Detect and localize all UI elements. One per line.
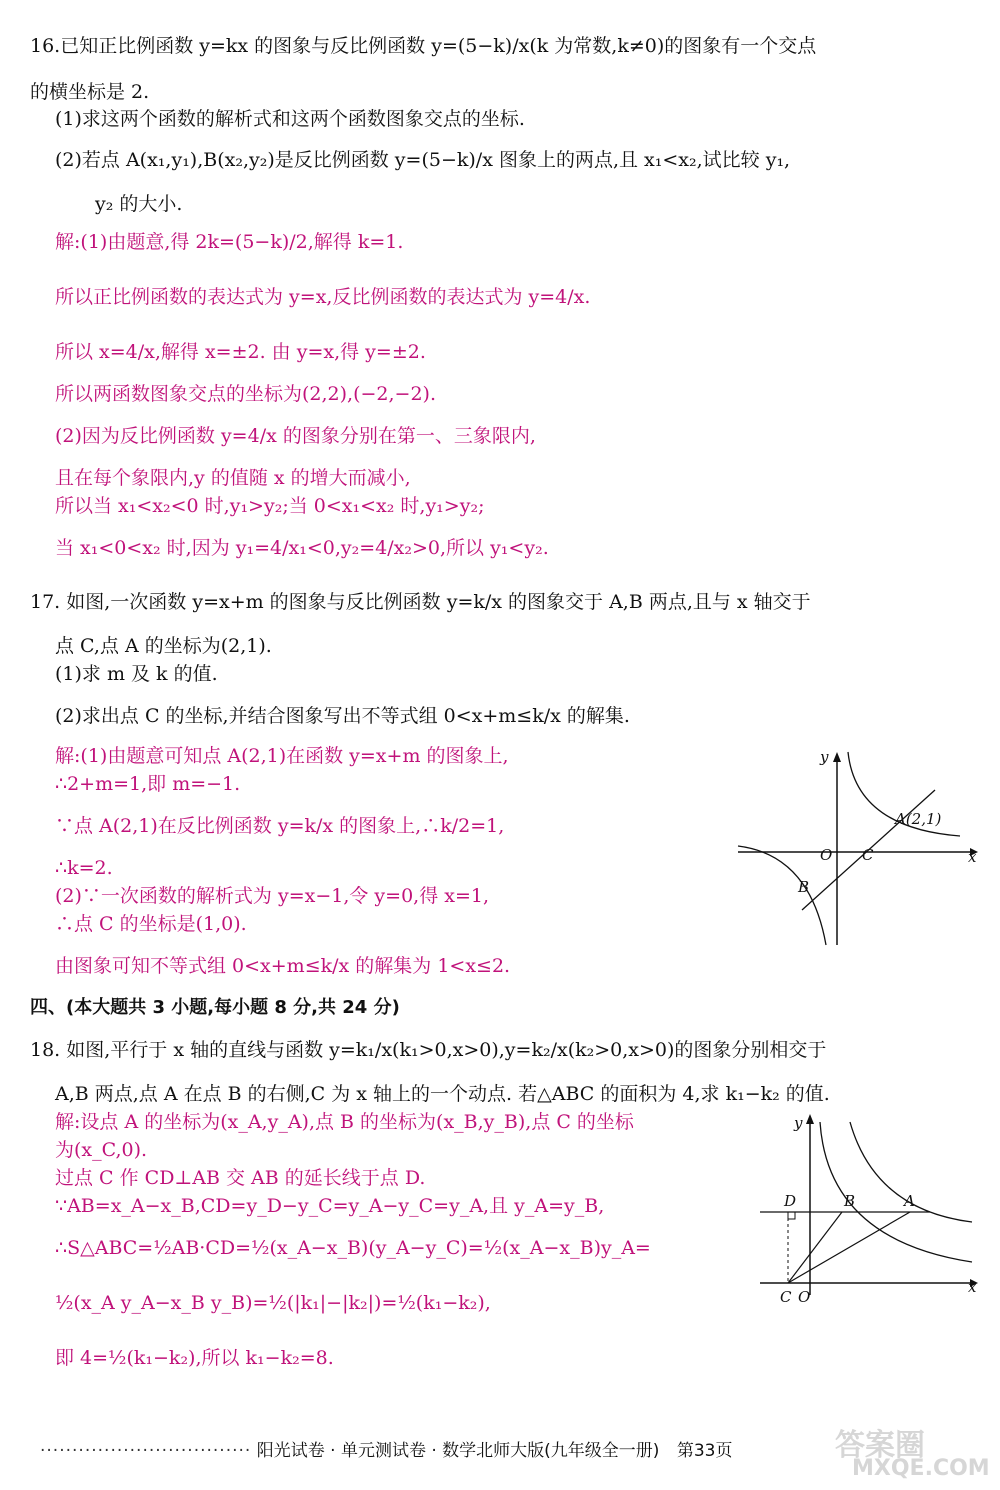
q16-solution-3: 所以 x=4/x,解得 x=±2. 由 y=x,得 y=±2.: [55, 341, 426, 363]
q16-stem-line1: 16.已知正比例函数 y=kx 的图象与反比例函数 y=(5−k)/x(k 为常数,k≠0)的图象有一个交点: [30, 35, 817, 57]
page-footer: [40, 1436, 840, 1461]
q18-segment-ca: [788, 1212, 910, 1283]
footer-title: 阳光试卷 · 单元测试卷 · 数学北师大版(九年级全一册): [256, 1441, 660, 1461]
q16-solution-7: 所以当 x₁<x₂<0 时,y₁>y₂;当 0<x₁<x₂ 时,y₁>y₂;: [55, 495, 485, 517]
footer-dots: ·································: [40, 1441, 252, 1461]
q18-label-d: D: [784, 1192, 797, 1210]
section-4-heading: 四、(本大题共 3 小题,每小题 8 分,共 24 分): [30, 997, 400, 1018]
q17-solution-1: 解:(1)由题意可知点 A(2,1)在函数 y=x+m 的图象上,: [55, 745, 509, 767]
q17-solution-2: ∴2+m=1,即 m=−1.: [55, 773, 241, 795]
q18-label-b: B: [844, 1192, 856, 1210]
q17-hyperbola-q3: [738, 846, 826, 945]
q18-solution-5: ∴S△ABC=½AB·CD=½(x_A−x_B)(y_A−y_C)=½(x_A−x_B)y_A=: [55, 1237, 651, 1259]
q17-label-a: A(2,1): [895, 810, 942, 828]
watermark-url: MXQE.COM: [852, 1456, 990, 1481]
q16-solution-6: 且在每个象限内,y 的值随 x 的增大而减小,: [55, 467, 411, 489]
q17-part1: (1)求 m 及 k 的值.: [55, 663, 218, 685]
q18-figure: [750, 1110, 985, 1310]
q16-part2: (2)若点 A(x₁,y₁),B(x₂,y₂)是反比例函数 y=(5−k)/x 图象上的两点,且 x₁<x₂,试比较 y₁,: [55, 149, 791, 171]
q16-solution-4: 所以两函数图象交点的坐标为(2,2),(−2,−2).: [55, 383, 437, 405]
q17-solution-3: ∵点 A(2,1)在反比例函数 y=k/x 的图象上,∴k/2=1,: [55, 815, 505, 837]
q18-solution-7: 即 4=½(k₁−k₂),所以 k₁−k₂=8.: [55, 1347, 334, 1369]
q18-solution-6: ½(x_A y_A−x_B y_B)=½(|k₁|−|k₂|)=½(k₁−k₂),: [55, 1292, 491, 1314]
q18-y-arrow: [806, 1114, 814, 1124]
q17-label-b: B: [798, 878, 810, 896]
q17-label-c: C: [862, 846, 874, 864]
footer-page-number: 第33页: [676, 1441, 733, 1461]
q17-stem-line2: 点 C,点 A 的坐标为(2,1).: [55, 635, 272, 657]
q16-part2-cont: y₂ 的大小.: [95, 193, 183, 215]
q17-stem-line1: 17. 如图,一次函数 y=x+m 的图象与反比例函数 y=k/x 的图象交于 A,B 两点,且与 x 轴交于: [30, 591, 811, 613]
q18-label-o: O: [798, 1288, 811, 1306]
q16-solution-2: 所以正比例函数的表达式为 y=x,反比例函数的表达式为 y=4/x.: [55, 286, 591, 308]
q16-part1: (1)求这两个函数的解析式和这两个函数图象交点的坐标.: [55, 108, 525, 130]
q17-solution-6: ∴点 C 的坐标是(1,0).: [55, 913, 247, 935]
q17-label-y: y: [820, 748, 829, 766]
q17-solution-4: ∴k=2.: [55, 857, 113, 879]
q16-solution-8: 当 x₁<0<x₂ 时,因为 y₁=4/x₁<0,y₂=4/x₂>0,所以 y₁<y₂.: [55, 537, 549, 559]
q18-right-angle-mark: [788, 1212, 795, 1219]
q18-stem-line2: A,B 两点,点 A 在点 B 的右侧,C 为 x 轴上的一个动点. 若△ABC 的面积为 4,求 k₁−k₂ 的值.: [55, 1083, 830, 1105]
q18-solution-1: 解:设点 A 的坐标为(x_A,y_A),点 B 的坐标为(x_B,y_B),点 C 的坐标: [55, 1111, 634, 1133]
q18-curve-k2: [820, 1122, 972, 1262]
q17-label-o: O: [820, 846, 833, 864]
q16-solution-5: (2)因为反比例函数 y=4/x 的图象分别在第一、三象限内,: [55, 425, 536, 447]
q17-label-x: x: [968, 848, 977, 866]
q17-figure: [730, 740, 990, 950]
q18-label-y: y: [794, 1114, 803, 1132]
q17-solution-5: (2)∵一次函数的解析式为 y=x−1,令 y=0,得 x=1,: [55, 885, 489, 907]
q18-solution-2: 为(x_C,0).: [55, 1139, 148, 1161]
q16-stem-line2: 的横坐标是 2.: [30, 81, 150, 103]
q16-solution-1: 解:(1)由题意,得 2k=(5−k)/2,解得 k=1.: [55, 231, 404, 253]
watermark-logo: 答案圈: [835, 1428, 925, 1463]
q17-y-arrow: [833, 752, 841, 762]
q17-part2: (2)求出点 C 的坐标,并结合图象写出不等式组 0<x+m≤k/x 的解集.: [55, 705, 630, 727]
q18-segment-cb: [788, 1212, 842, 1283]
q18-label-c: C: [780, 1288, 792, 1306]
q17-solution-7: 由图象可知不等式组 0<x+m≤k/x 的解集为 1<x≤2.: [55, 955, 511, 977]
q18-stem-line1: 18. 如图,平行于 x 轴的直线与函数 y=k₁/x(k₁>0,x>0),y=k₂/x(k₂>0,x>0)的图象分别相交于: [30, 1039, 827, 1061]
q18-label-x: x: [968, 1278, 977, 1296]
q18-label-a: A: [904, 1192, 915, 1210]
q18-solution-4: ∵AB=x_A−x_B,CD=y_D−y_C=y_A−y_C=y_A,且 y_A=y_B,: [55, 1195, 605, 1217]
q18-solution-3: 过点 C 作 CD⊥AB 交 AB 的延长线于点 D.: [55, 1167, 426, 1189]
